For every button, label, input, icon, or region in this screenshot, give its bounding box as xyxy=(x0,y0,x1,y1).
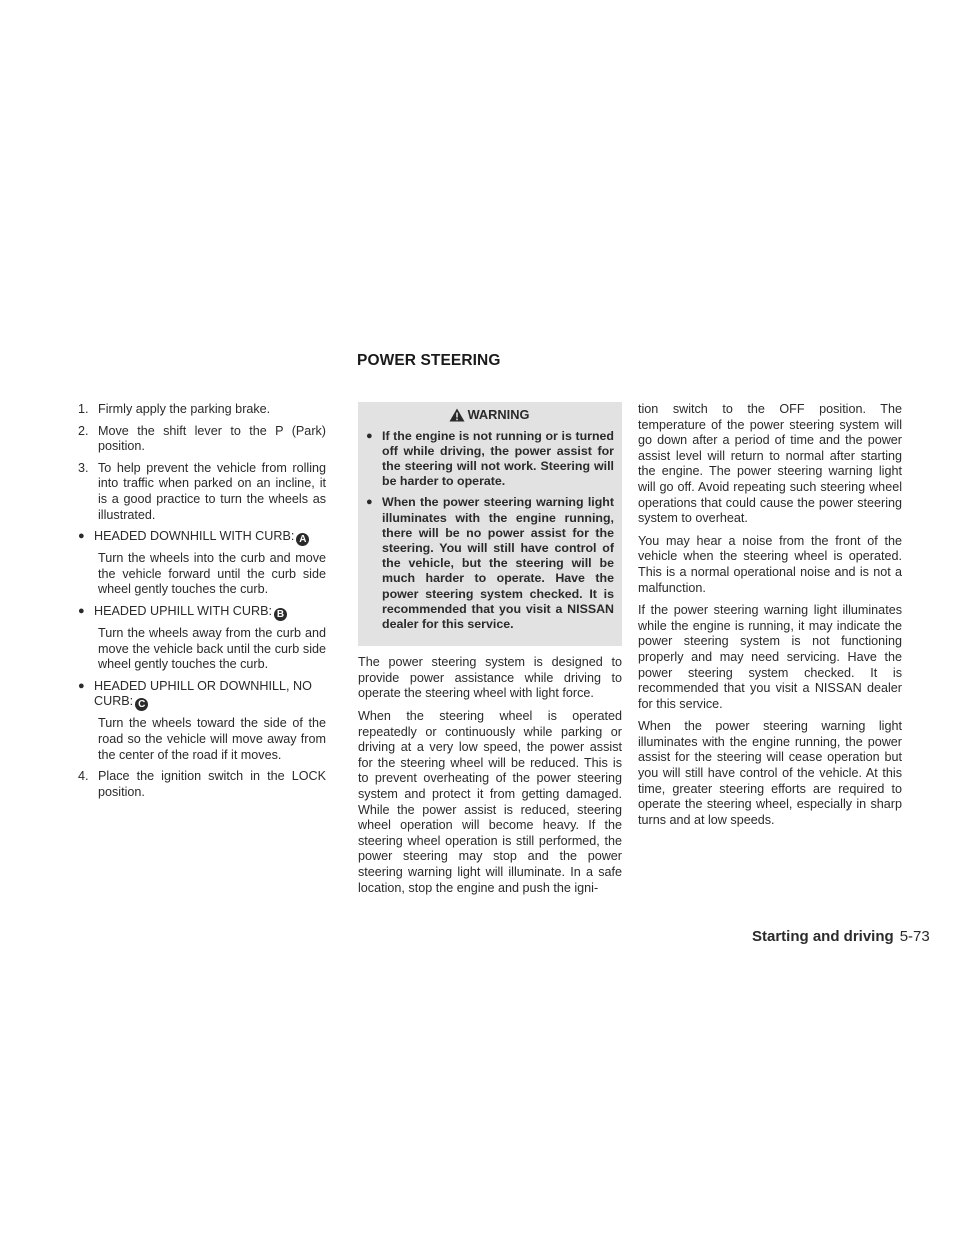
marker-b-icon: B xyxy=(274,608,287,621)
curb-description: Turn the wheels away from the curb and move the vehicle back until the curb side wheel gently touches the curb. xyxy=(98,625,326,672)
body-paragraph: When the power steering warning light illuminates with the engine running, the power assist for the steering will cease operation but you will still have control of the vehicle. At this time, greater steering efforts are required to operate the steering wheel, especially in sharp turns and at low speeds. xyxy=(638,719,902,827)
step-text: Firmly apply the parking brake. xyxy=(98,402,271,416)
column-right xyxy=(638,402,902,835)
curb-label: HEADED DOWNHILL WITH CURB: xyxy=(94,529,295,544)
column-left xyxy=(78,402,326,806)
warning-triangle-icon xyxy=(449,408,465,422)
step-text: Move the shift lever to the P (Park) position. xyxy=(98,423,326,454)
chapter-name: Starting and driving xyxy=(752,928,894,945)
curb-item xyxy=(78,529,326,546)
body-paragraph: tion switch to the OFF position. The temperature of the power steering system will go down after a period of time and the power assist level will return to normal after starting the engine. The power steering warning light will go off. Avoid repeating such steering wheel operations that could cause the power steering system to overheat. xyxy=(638,402,902,526)
body-paragraph: The power steering system is designed to provide power assistance while driving to operate the steering wheel with light force. xyxy=(358,655,622,701)
step-number: 4. xyxy=(78,769,89,784)
body-paragraph: When the steering wheel is operated repeatedly or continuously while parking or driving at a very low speed, the power assist for the steering wheel will be reduced. This is to prevent overheating of the power steering system and protect it from getting damaged. While the power assist is reduced, steering wheel operation will become heavy. If the steering wheel operation is still performed, the power steering may stop and the power steering warning light will illuminate. In a safe location, stop the engine and push the igni- xyxy=(358,709,622,895)
bullet-icon: ● xyxy=(366,429,373,442)
step-text: Place the ignition switch in the LOCK position. xyxy=(98,769,326,799)
curb-item xyxy=(78,679,326,712)
step-number: 1. xyxy=(78,402,89,416)
body-paragraph: If the power steering warning light illuminates while the engine is running, it may indicate the power steering system is not functioning properly and may need servicing. Have the power steering system checked. It is recommended that you visit a NISSAN dealer for this service. xyxy=(638,603,902,711)
curb-description: Turn the wheels into the curb and move the vehicle forward until the curb side wheel gently touches the curb. xyxy=(98,551,326,597)
step-text: To help prevent the vehicle from rolling into traffic when parked on an incline, it is a good practice to turn the wheels as illustrated. xyxy=(98,460,326,522)
warning-text: If the engine is not running or is turned off while driving, the power assist for the steering will not work. Steering will be harder to operate. xyxy=(382,428,614,489)
step-item xyxy=(78,769,326,800)
page-number: 5-73 xyxy=(899,928,930,945)
warning-header xyxy=(364,407,614,423)
bullet-icon: ● xyxy=(366,496,373,509)
warning-box xyxy=(358,402,622,646)
marker-c-icon: C xyxy=(135,698,148,711)
bullet-icon: ● xyxy=(78,604,85,617)
curb-description: Turn the wheels toward the side of the road so the vehicle will move away from the center of the road if it moves. xyxy=(98,716,326,762)
body-paragraph: You may hear a noise from the front of the vehicle when the steering wheel is operated. This is a normal operational noise and is not a malfunction. xyxy=(638,533,902,595)
step-item xyxy=(78,402,326,418)
curb-item xyxy=(78,604,326,621)
warning-title: WARNING xyxy=(467,407,530,422)
step-item xyxy=(78,424,326,455)
column-middle xyxy=(358,402,622,903)
section-title: POWER STEERING xyxy=(357,352,501,369)
step-number: 3. xyxy=(78,460,89,475)
step-item xyxy=(78,461,326,523)
marker-a-icon: A xyxy=(296,533,309,546)
warning-text: When the power steering warning light illuminates with the engine running, there will be no power assist for the steering. You will still have control of the vehicle, but the steering will be much harder to operate. Have the power steering system checked. It is recommended that you visit a NISSAN dealer for this service. xyxy=(382,495,614,632)
bullet-icon: ● xyxy=(78,679,85,692)
bullet-icon: ● xyxy=(78,530,85,543)
step-number: 2. xyxy=(78,423,89,438)
warning-item xyxy=(364,495,614,632)
page-footer xyxy=(752,928,930,945)
curb-label: HEADED UPHILL OR DOWNHILL, NO CURB: xyxy=(94,678,312,709)
warning-item xyxy=(364,429,614,490)
curb-label: HEADED UPHILL WITH CURB: xyxy=(94,603,272,618)
